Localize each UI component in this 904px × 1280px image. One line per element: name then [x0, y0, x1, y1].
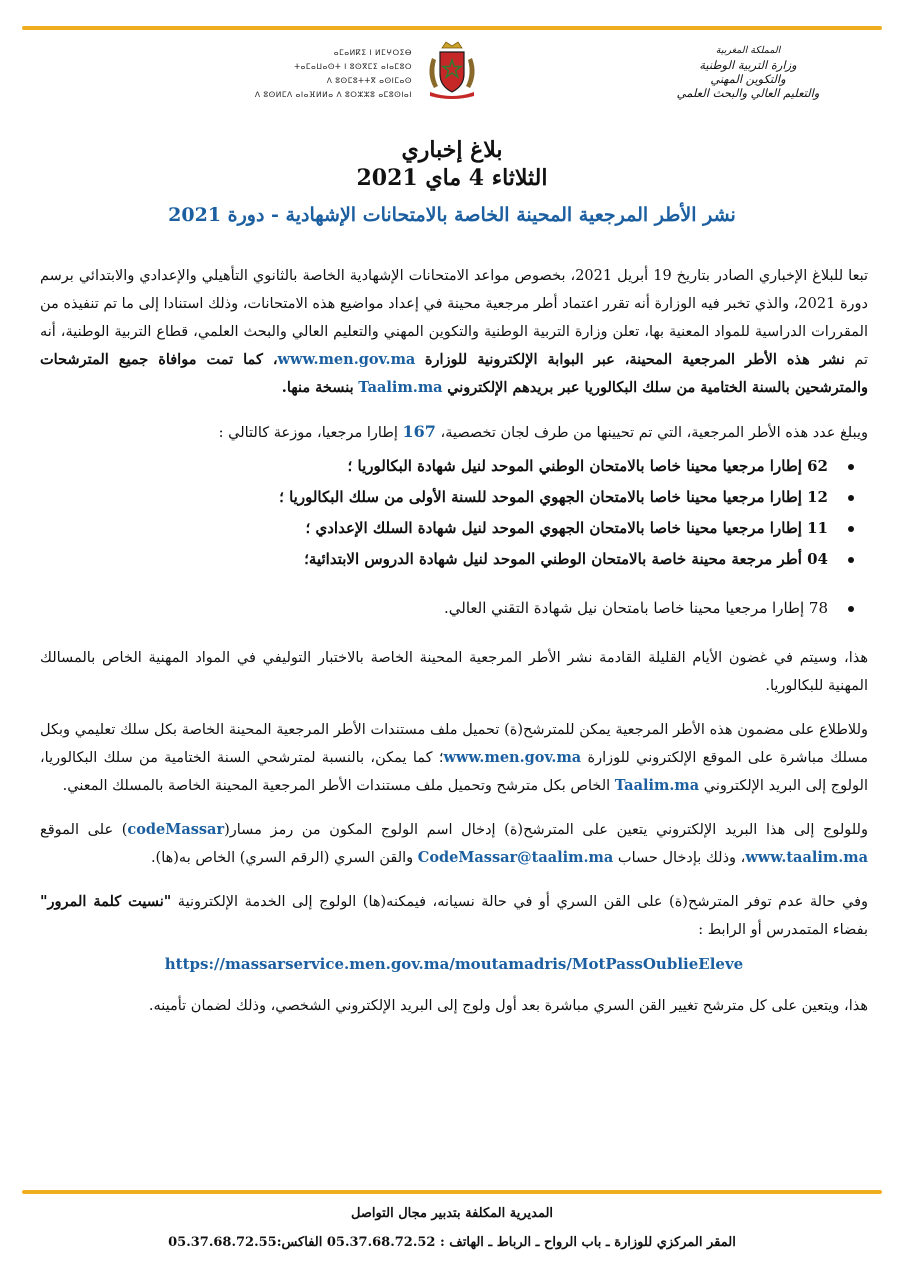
document-title: بلاغ إخباري — [401, 137, 503, 163]
email-account-text: CodeMassar@taalim.ma — [417, 849, 614, 866]
taalim-link[interactable]: Taalim.ma — [358, 379, 443, 396]
paragraph-count: ويبلغ عدد هذه الأطر المرجعية، التي تم تحيينها من طرف لجان تخصصية، 167 إطارا مرجعيا، موزعة كالتالي : — [218, 422, 868, 441]
taalim-link-2[interactable]: Taalim.ma — [614, 777, 700, 794]
footer-contact: المقر المركزي للوزارة ـ باب الرواح ـ الرباط ـ الهاتف : 05.37.68.72.52 الفاكس:05.37.68.72.55 — [168, 1235, 736, 1250]
arabic-ministry-name: المملكة المغربية وزارة التربية الوطنية والتكوين المهني والتعليم العالي والبحث العلمي — [676, 45, 820, 100]
allocation-list — [40, 451, 868, 624]
paragraph-intro: تبعا للبلاغ الإخباري الصادر بتاريخ 19 أبريل 2021، بخصوص مواعد الامتحانات الإشهادية الخاصة بالثانوي التأهيلي والإعدادي والابتدائي برسم دورة 2021، والذي تخبر فيه الوزارة أنه تقرر اعتماد أطر مرجعية محينة في إعداد مواضيع هذه الامتحانات، وذلك استنادا إلى ما تم تنفيذه من المقررات الدراسية للمواد المعنية بها، تعلن وزارة التربية الوطنية والتكوين المهني والتعليم العالي والبحث العلمي، قطاع التربية الوطنية، أنه تم نشر هذه الأطر المرجعية المحينة، عبر البوابة الإلكترونية للوزارة www.men.gov.ma، كما تمت موافاة جميع المترشحات والمترشحين بالسنة الختامية من سلك البكالوريا عبر بريدهم الإلكتروني Taalim.ma بنسخة منها. — [40, 268, 869, 396]
taalim-website-link[interactable]: www.taalim.ma — [745, 849, 868, 866]
letterhead — [22, 36, 882, 116]
list-item: 62 إطارا مرجعيا محينا خاصا بالامتحان الوطني الموحد لنيل شهادة البكالوريا ؛ — [40, 451, 828, 482]
document-titles — [0, 136, 904, 226]
men-website-link[interactable]: www.men.gov.ma — [277, 351, 416, 368]
list-item: 11 إطارا مرجعيا محينا خاصا بالامتحان الجهوي الموحد لنيل شهادة السلك الإعدادي ؛ — [40, 513, 828, 544]
paragraph-login: وللولوج إلى هذا البريد الإلكتروني يتعين على المترشح(ة) إدخال اسم الولوج المكون من رمز مسار(codeMassar) على الموقع www.taalim.ma، وذلك بإدخال حساب CodeMassar@taalim.ma والقن السري (الرقم السري) الخاص به(ها). — [40, 821, 868, 866]
document-body — [40, 262, 868, 1036]
password-reset-url[interactable]: https://massarservice.men.gov.ma/moutamadris/MotPassOublieEleve — [164, 955, 744, 973]
list-item: 78 إطارا مرجعيا محينا خاصا بامتحان نيل شهادة التقني العالي. — [40, 593, 828, 624]
footer-directorate: المديرية المكلفة بتدبير مجال التواصل — [350, 1206, 554, 1221]
paragraph-password: وفي حالة عدم توفر المترشح(ة) على القن السري أو في حالة نسيانه، فيمكنه(ها) الولوج إلى الخدمة الإلكترونية "نسيت كلمة المرور" بفضاء المتمدرس أو الرابط : — [40, 893, 869, 938]
footer — [0, 1204, 904, 1256]
royal-emblem-icon — [420, 38, 484, 102]
paragraph-access: وللاطلاع على مضمون هذه الأطر المرجعية يمكن للمترشح(ة) تحميل ملف مستندات الأطر المرجعية المحينة الخاصة بكل سلك تعليمي وبكل مسلك مباشرة على الموقع الإلكتروني للوزارة www.men.gov.ma؛ كما يمكن، بالنسبة لمترشحي السنة الختامية من سلك البكالوريا، الولوج إلى البريد الإلكتروني Taalim.ma الخاص بكل مترشح وتحميل ملف مستندات الأطر المرجعية المحينة الخاصة بالمسلك المعني. — [40, 722, 869, 794]
footer-divider — [22, 1190, 882, 1194]
document-subtitle: نشر الأطر المرجعية المحينة الخاصة بالامتحانات الإشهادية - دورة 2021 — [168, 204, 736, 226]
total-count: 167 — [402, 422, 436, 441]
paragraph-closing: هذا، ويتعين على كل مترشح تغيير القن السري مباشرة بعد أول ولوج إلى البريد الإلكتروني الشخصي، وذلك لضمان تأمينه. — [148, 998, 868, 1014]
tifinagh-ministry-name: ⴰⵎⴰⵍⴽⵉ ⵏ ⵍⵎⵖⵔⵉⴱ ⵜⴰⵎⴰⵡⴰⵙⵜ ⵏ ⵓⵙⴳⵎⵉ ⴰⵏⴰⵎⵓⵔ ⴷ ⵓⵙⵎⵓⵜⵜⴳ ⴰⵙⵏⵎⴰⵙ ⴷ ⵓⵙⵍⵎⴷ ⴰⵏⴰⴼⵍⵍⴰ ⴷ ⵓⵔⵣⵣⵓ ⴰⵎⵓⵙⵏⴰⵏ — [254, 48, 412, 99]
paragraph-upcoming: هذا، وسيتم في غضون الأيام القليلة القادمة نشر الأطر المرجعية المحينة الخاصة بالاختبار التوليفي في المواد المهنية الخاص بالمسالك المهنية للبكالوريا. — [40, 650, 868, 694]
list-item: 12 إطارا مرجعيا محينا خاصا بالامتحان الجهوي الموحد للسنة الأولى من سلك البكالوريا ؛ — [40, 482, 828, 513]
men-website-link-2[interactable]: www.men.gov.ma — [443, 749, 582, 766]
document-date: الثلاثاء 4 ماي 2021 — [356, 165, 548, 191]
header-divider — [22, 26, 882, 30]
codemassar-text: codeMassar — [127, 821, 225, 838]
list-item: 04 أطر مرجعة محينة خاصة بالامتحان الوطني الموحد لنيل شهادة الدروس الابتدائية؛ — [40, 544, 828, 575]
